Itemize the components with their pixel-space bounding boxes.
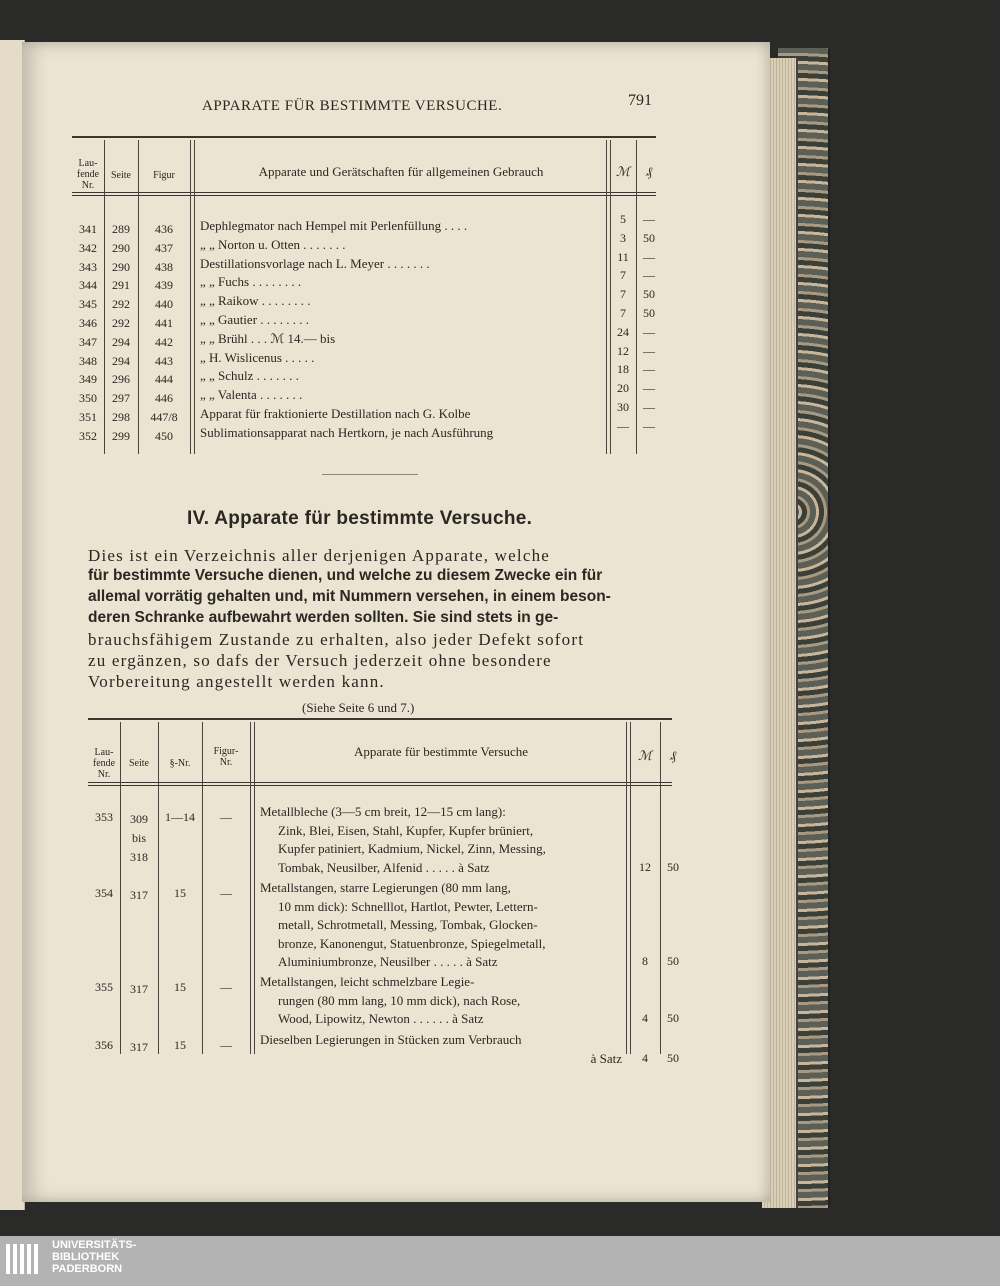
row-number: 344 — [79, 278, 97, 293]
library-name: UNIVERSITÄTS- BIBLIOTHEK PADERBORN — [52, 1239, 137, 1275]
header-pf: ₰ — [645, 164, 653, 179]
row-number: 345 — [79, 297, 97, 312]
paragraph-line: Dies ist ein Verzeichnis aller derjenigen Apparate, welche — [88, 546, 551, 565]
row-figur: 440 — [155, 297, 173, 312]
row-number: 348 — [79, 353, 97, 368]
row-figur: 446 — [155, 391, 173, 406]
row-seite: 292 — [112, 297, 130, 312]
row-figur: 436 — [155, 222, 173, 236]
row-description-line: Aluminiumbronze, Neusilber . . . . . à Satz — [278, 954, 498, 969]
header-seite: Seite — [111, 170, 131, 181]
page-number: 791 — [628, 92, 652, 109]
running-title: APPARATE FÜR BESTIMMTE VERSUCHE. — [202, 98, 503, 114]
row-pf: 50 — [667, 954, 679, 968]
row-mark: 7 — [620, 268, 626, 283]
row-number: 350 — [79, 391, 97, 406]
row-number: 352 — [79, 428, 97, 443]
row-mark: 30 — [617, 400, 629, 414]
book-page — [22, 42, 770, 1202]
row-mark: 12 — [617, 343, 629, 358]
row-description-line: metall, Schrotmetall, Messing, Tombak, Glocken- — [278, 917, 538, 932]
row-figur: 450 — [155, 428, 173, 443]
row-section: 15 — [174, 980, 186, 994]
row-section: 15 — [174, 1038, 186, 1052]
row-description: Sublimationsapparat nach Hertkorn, je nach Ausführung — [200, 424, 494, 440]
section-heading: IV. Apparate für bestimmte Versuche. — [187, 508, 533, 529]
header-mark: ℳ — [616, 164, 630, 179]
row-number: 355 — [95, 980, 113, 994]
header2-section: §-Nr. — [169, 758, 191, 769]
row-description: „ „ Brühl . . . ℳ 14.— bis — [200, 330, 336, 346]
row-pf: — — [643, 362, 655, 377]
row-mark: 3 — [620, 230, 626, 245]
row-pf: — — [643, 249, 655, 264]
row-figur: — — [220, 1038, 232, 1052]
header-laufende: Lau- fende Nr. — [76, 158, 100, 191]
row-mark: 5 — [620, 212, 626, 226]
row-section: 15 — [174, 886, 186, 900]
row-description-line: rungen (80 mm lang, 10 mm dick), nach Rose, — [278, 992, 521, 1008]
row-number: 341 — [79, 222, 97, 236]
row-pf: — — [643, 381, 655, 396]
row-pf: 50 — [643, 230, 655, 245]
header2-figur: Figur- Nr. — [213, 746, 239, 768]
row-description-line: Metallstangen, leicht schmelzbare Legie- — [260, 974, 475, 989]
see-also: (Siehe Seite 6 und 7.) — [302, 700, 415, 715]
row-figur: 443 — [155, 353, 173, 368]
row-pf: — — [643, 343, 655, 358]
row-description: „ „ Fuchs . . . . . . . . — [200, 274, 302, 290]
row-description-line: Dieselben Legierungen in Stücken zum Verbrauch — [260, 1032, 522, 1047]
header2-seite: Seite — [129, 758, 149, 769]
row-number: 353 — [95, 810, 113, 824]
row-mark: 4 — [642, 1050, 648, 1065]
row-description-line: Tombak, Neusilber, Alfenid . . . . . à Satz — [278, 859, 490, 875]
row-description-line: Wood, Lipowitz, Newton . . . . . . à Satz — [278, 1011, 484, 1026]
row-description: Dephlegmator nach Hempel mit Perlenfüllung . . . . — [200, 218, 468, 233]
row-seite: 296 — [112, 372, 130, 387]
row-pf: 50 — [643, 287, 655, 302]
row-number: 349 — [79, 372, 97, 387]
row-description: „ „ Norton u. Otten . . . . . . . — [200, 236, 346, 252]
paragraph-line: für bestimmte Versuche dienen, und welche zu diesem Zwecke ein für — [88, 567, 603, 584]
row-section: 1—14 — [165, 810, 195, 824]
row-seite: 298 — [112, 410, 130, 424]
header2-mark: ℳ — [638, 748, 652, 763]
header-figur: Figur — [153, 170, 175, 181]
row-description-line: Metallstangen, starre Legierungen (80 mm lang, — [260, 880, 511, 895]
row-mark: 20 — [617, 381, 629, 396]
row-seite: 299 — [112, 428, 130, 443]
paragraph-line: deren Schranke aufbewahrt werden sollten. Sie sind stets in ge- — [88, 609, 559, 626]
row-pf: 50 — [667, 859, 679, 874]
row-description: Destillationsvorlage nach L. Meyer . . . . . . . — [200, 255, 430, 271]
row-description: „ „ Raikow . . . . . . . . — [200, 293, 311, 309]
library-footer — [0, 1236, 1000, 1286]
row-seite: 289 — [112, 222, 130, 236]
row-seite: 290 — [112, 259, 130, 274]
row-seite: 297 — [112, 391, 130, 406]
paragraph-line: brauchsfähigem Zustande zu erhalten, also jeder Defekt sofort — [88, 630, 585, 649]
row-seite: 290 — [112, 240, 130, 255]
row-number: 347 — [79, 334, 97, 349]
row-seite: 294 — [112, 334, 130, 349]
row-description: „ „ Valenta . . . . . . . — [200, 387, 303, 403]
row-pf: 50 — [667, 1011, 679, 1025]
row-mark: 12 — [639, 859, 651, 874]
row-figur: 444 — [155, 372, 173, 387]
row-seite: 317 — [130, 982, 148, 996]
row-description-line: Zink, Blei, Eisen, Stahl, Kupfer, Kupfer brüniert, — [278, 822, 534, 838]
row-seite: 294 — [112, 353, 130, 368]
row-seite: 292 — [112, 316, 130, 330]
row-description: „ „ Schulz . . . . . . . — [200, 368, 299, 384]
row-number: 346 — [79, 316, 97, 330]
row-number: 342 — [79, 240, 97, 255]
row-figur: 441 — [155, 316, 173, 330]
row-description-line: 10 mm dick): Schnelllot, Hartlot, Pewter, Lettern- — [278, 898, 538, 914]
row-description: „ „ Gautier . . . . . . . . — [200, 312, 310, 327]
row-number: 343 — [79, 259, 97, 274]
row-figur: 442 — [155, 334, 173, 349]
row-number: 356 — [95, 1038, 113, 1052]
row-mark: 7 — [620, 306, 626, 320]
row-seite: 317 — [130, 888, 148, 902]
row-pf: — — [643, 400, 655, 414]
header-description: Apparate und Gerätschaften für allgemeinen Gebrauch — [258, 164, 544, 179]
row-description-line: Metallbleche (3—5 cm breit, 12—15 cm lang): — [260, 804, 506, 819]
row-description-line: bronze, Kanonengut, Statuenbronze, Spiegelmetall, — [278, 935, 546, 951]
row-mark: 24 — [617, 324, 629, 339]
header2-laufende: Lau- fende Nr. — [92, 747, 116, 780]
row-number: 351 — [79, 410, 97, 424]
row-figur: — — [220, 810, 232, 824]
paragraph-line: Vorbereitung angestellt werden kann. — [88, 672, 385, 691]
row-figur: 439 — [155, 278, 173, 293]
row-figur: 438 — [155, 259, 173, 274]
row-mark: 4 — [642, 1011, 648, 1025]
row-pf: — — [643, 212, 655, 226]
row-description-line: Kupfer patiniert, Kadmium, Nickel, Zinn, Messing, — [278, 841, 546, 856]
row-seite: 309 bis 318 — [130, 812, 148, 864]
row-figur: — — [220, 886, 232, 900]
header2-pf: ₰ — [669, 748, 677, 763]
row-figur: 447/8 — [150, 410, 178, 424]
paragraph-line: allemal vorrätig gehalten und, mit Nummern versehen, in einem beson- — [88, 588, 611, 605]
row-pf: — — [643, 418, 655, 433]
row-number: 354 — [95, 886, 113, 900]
row-description-line: à Satz — [590, 1050, 622, 1066]
row-pf: — — [643, 324, 655, 339]
row-mark: 11 — [617, 249, 629, 264]
header2-description: Apparate für bestimmte Versuche — [353, 744, 529, 759]
paragraph-line: zu ergänzen, so dafs der Versuch jederzeit ohne besondere — [88, 651, 552, 670]
row-mark: — — [617, 418, 629, 433]
row-mark: 7 — [620, 287, 626, 302]
row-figur: 437 — [155, 240, 173, 255]
row-seite: 291 — [112, 278, 130, 293]
row-description: Apparat für fraktionierte Destillation nach G. Kolbe — [200, 406, 471, 421]
row-mark: 8 — [642, 954, 648, 968]
row-pf: 50 — [667, 1050, 679, 1065]
row-pf: 50 — [643, 306, 655, 320]
row-seite: 317 — [130, 1040, 148, 1054]
row-mark: 18 — [617, 362, 629, 377]
library-logo-icon — [6, 1244, 41, 1274]
row-description: „ H. Wislicenus . . . . . — [200, 349, 315, 365]
row-figur: — — [220, 980, 232, 994]
row-pf: — — [643, 268, 655, 283]
